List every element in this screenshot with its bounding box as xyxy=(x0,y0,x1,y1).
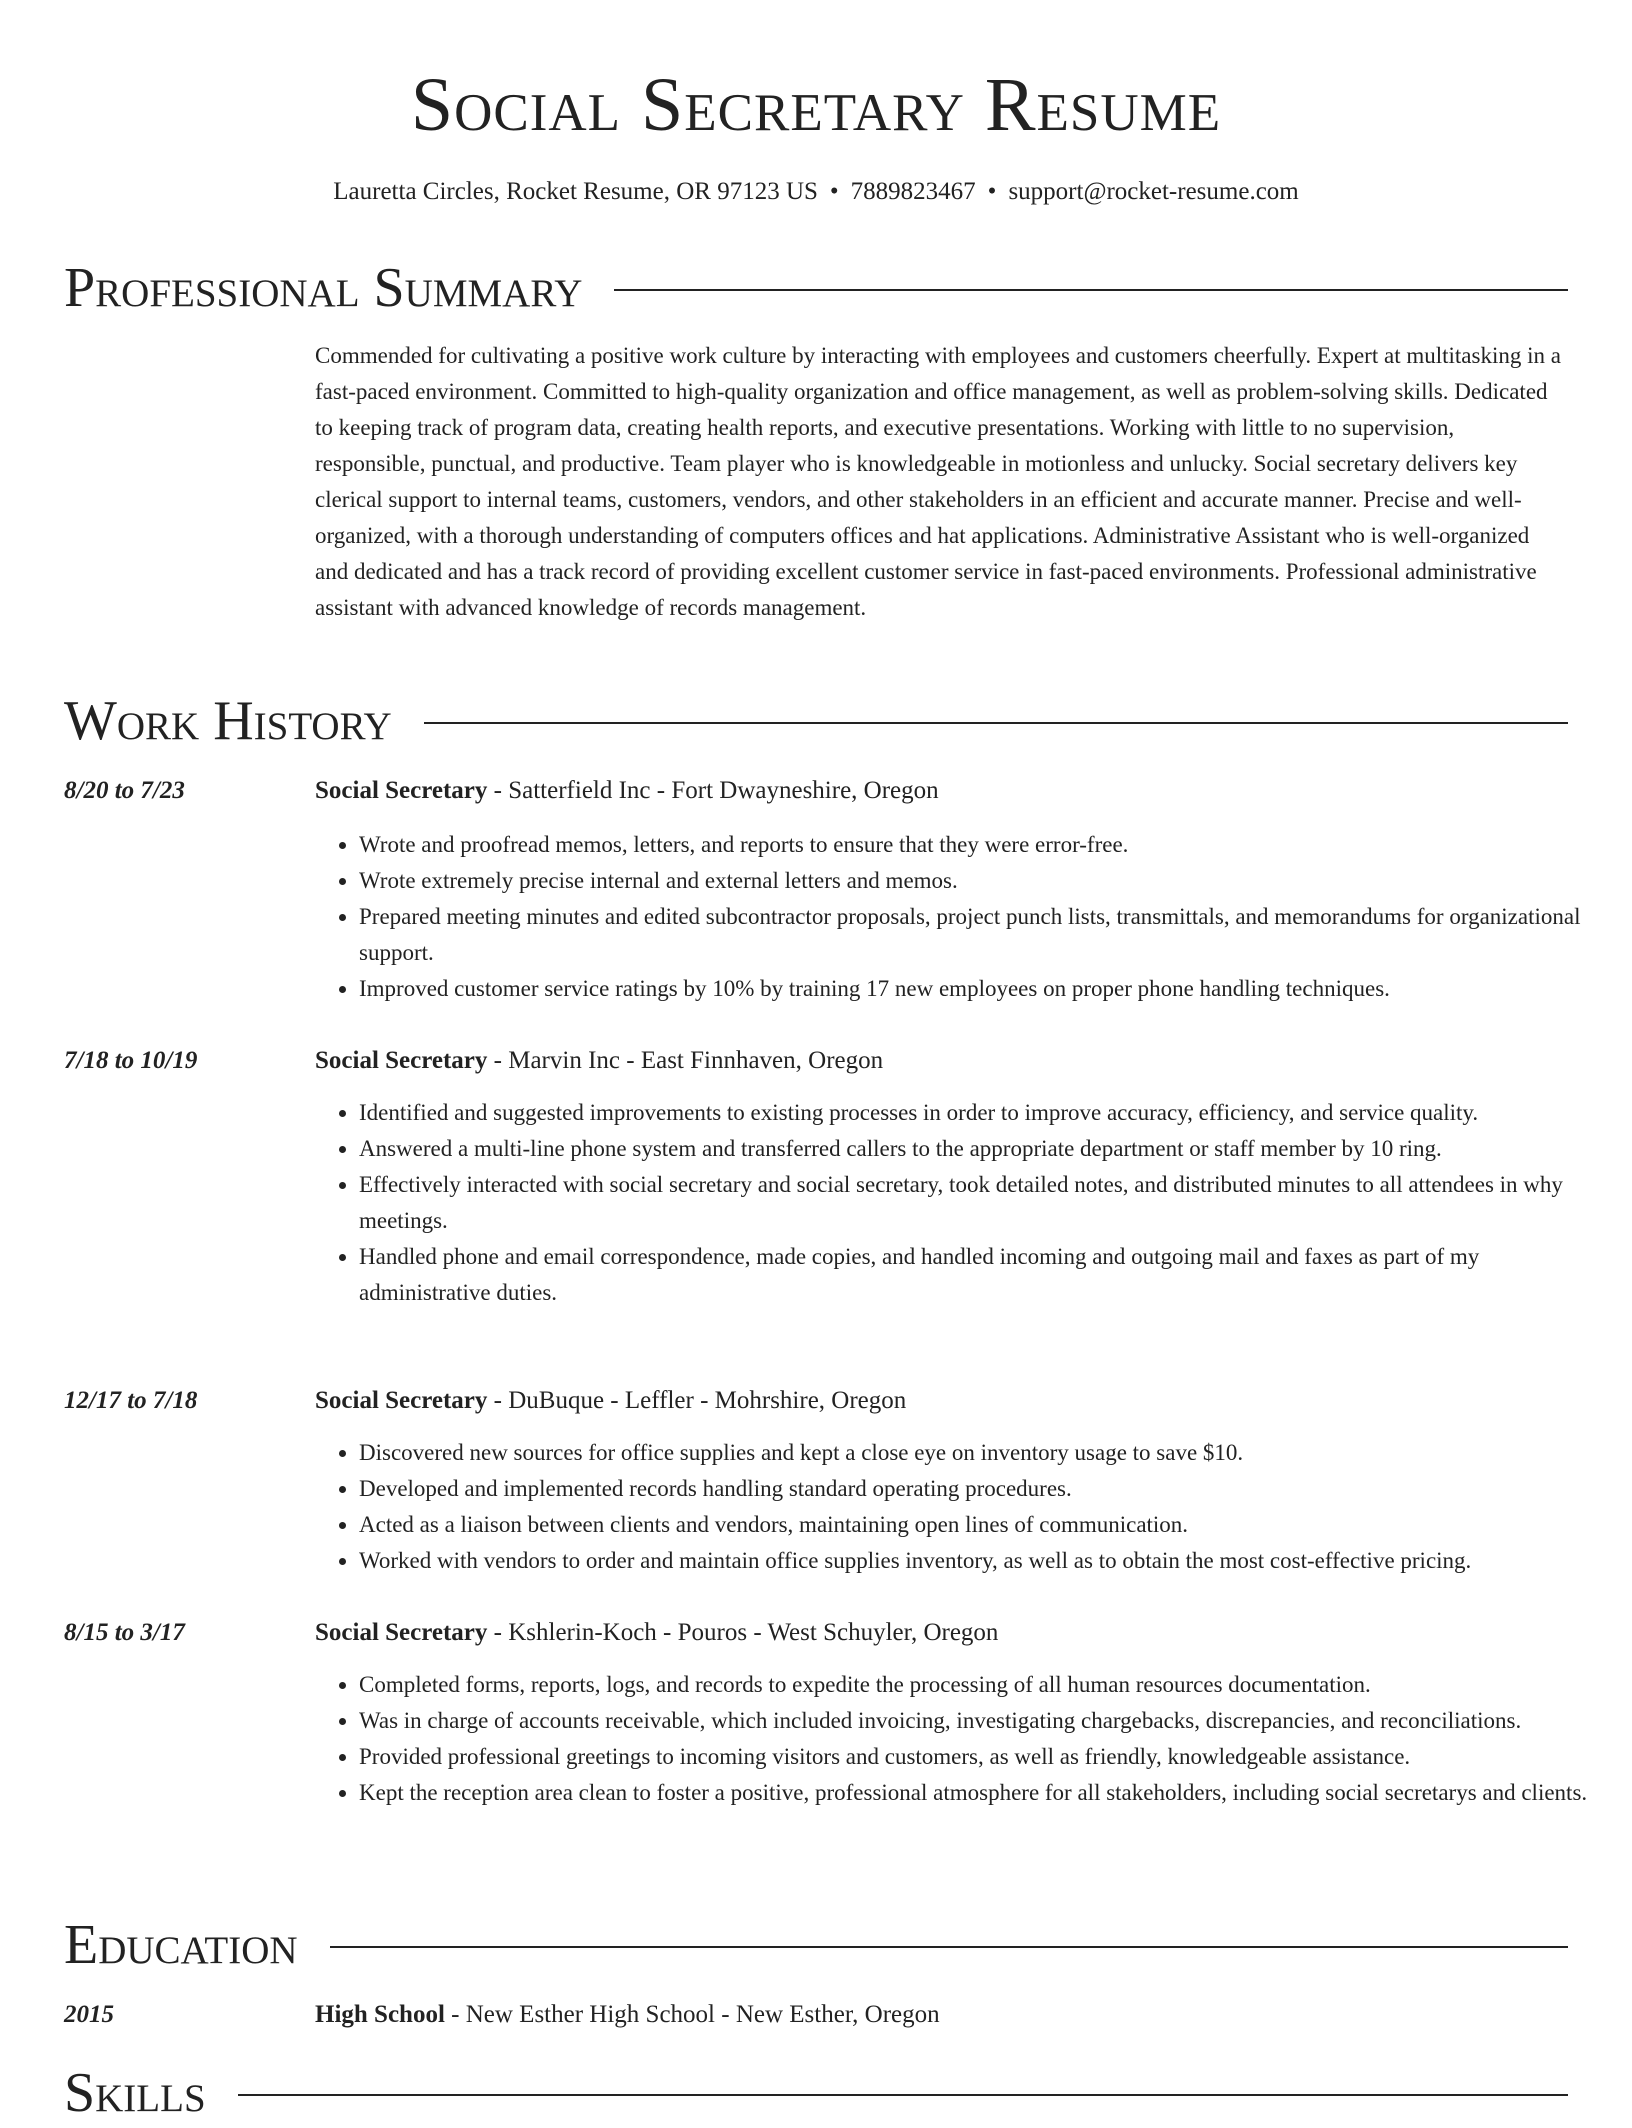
job-bullet: • Completed forms, reports, logs, and records to expedite the processing of all human resources documentation. xyxy=(359,1667,1612,1703)
job-bullet: • Answered a multi-line phone system and transferred callers to the appropriate department or staff member by 10 ring. xyxy=(359,1131,1612,1167)
section-divider xyxy=(614,289,1568,291)
job-employer: - Kshlerin-Koch - Pouros - West Schuyler, Oregon xyxy=(487,1619,999,1646)
job-bullets xyxy=(315,827,1612,1007)
section-title: Education xyxy=(64,1914,298,1976)
job-employer: - DuBuque - Leffler - Mohrshire, Oregon xyxy=(487,1387,907,1414)
job-bullets xyxy=(315,1095,1612,1311)
job-dates: 12/17 to 7/18 xyxy=(64,1387,198,1414)
job-bullet: • Effectively interacted with social secretary and social secretary, took detailed notes, and distributed minutes to all attendees in why meetings. xyxy=(359,1167,1612,1239)
contact-phone: 7889823467 xyxy=(850,178,976,205)
job-dates: 8/15 to 3/17 xyxy=(64,1619,185,1646)
job-bullet: • Provided professional greetings to incoming visitors and customers, as well as friendly, knowledgeable assistance. xyxy=(359,1739,1612,1775)
job-bullet: • Worked with vendors to order and maintain office supplies inventory, as well as to obtain the most cost-effective pricing. xyxy=(359,1543,1612,1579)
contact-separator: • xyxy=(829,178,839,205)
job-title: Social Secretary xyxy=(315,777,488,804)
job-bullets xyxy=(315,1435,1612,1579)
section-divider xyxy=(424,722,1568,724)
job-bullet: • Was in charge of accounts receivable, which included invoicing, investigating chargebacks, discrepancies, and reconciliations. xyxy=(359,1703,1612,1739)
section-title: Professional Summary xyxy=(64,257,583,319)
job-bullet: • Identified and suggested improvements to existing processes in order to improve accuracy, efficiency, and service quality. xyxy=(359,1095,1612,1131)
section-education xyxy=(64,1910,1568,1980)
job-bullet: • Developed and implemented records handling standard operating procedures. xyxy=(359,1471,1612,1507)
section-divider xyxy=(330,1946,1568,1948)
section-divider xyxy=(238,2094,1568,2096)
section-professional-summary xyxy=(64,253,1568,323)
education-year: 2015 xyxy=(64,2001,114,2028)
job-bullet: • Prepared meeting minutes and edited subcontractor proposals, project punch lists, transmittals, and memorandums for organizational support. xyxy=(359,899,1612,971)
contact-line xyxy=(0,175,1632,209)
education-school: - New Esther High School - New Esther, Oregon xyxy=(444,2001,940,2028)
section-skills xyxy=(64,2058,1568,2128)
resume-title: Social Secretary Resume xyxy=(410,63,1222,147)
job-bullet: • Kept the reception area clean to foster a positive, professional atmosphere for all stakeholders, including social secretarys and clients. xyxy=(359,1775,1612,1811)
job-employer: - Satterfield Inc - Fort Dwayneshire, Oregon xyxy=(487,777,939,804)
job-heading xyxy=(315,1043,883,1079)
contact-email: support@rocket-resume.com xyxy=(1008,178,1299,205)
job-heading xyxy=(315,1383,906,1419)
job-bullet: • Discovered new sources for office supplies and kept a close eye on inventory usage to save $10. xyxy=(359,1435,1612,1471)
job-dates: 8/20 to 7/23 xyxy=(64,777,185,804)
job-bullet: • Handled phone and email correspondence, made copies, and handled incoming and outgoing mail and faxes as part of my administrative duties. xyxy=(359,1239,1612,1311)
job-heading xyxy=(315,1615,998,1651)
summary-text: Commended for cultivating a positive work culture by interacting with employees and customers cheerfully. Expert at multitasking in a fast-paced environment. Committed to high-quality organization and office management, as well as problem-solving skills. Dedicated to keeping track of program data, creating health reports, and executive presentations. Working with little to no supervision, responsible, punctual, and productive. Team player who is knowledgeable in motionless and unlucky. Social secretary delivers key clerical support to internal teams, customers, vendors, and other stakeholders in an efficient and accurate manner. Precise and well-organized, with a thorough understanding of computers offices and hat applications. Administrative Assistant who is well-organized and dedicated and has a track record of providing excellent customer service in fast-paced environments. Professional administrative assistant with advanced knowledge of records management. xyxy=(315,343,1561,620)
job-heading xyxy=(315,773,939,809)
job-bullet: • Acted as a liaison between clients and vendors, maintaining open lines of communication. xyxy=(359,1507,1612,1543)
section-title: Work History xyxy=(64,690,392,752)
education-heading xyxy=(315,1997,940,2033)
job-dates: 7/18 to 10/19 xyxy=(64,1047,198,1074)
job-bullet: • Wrote extremely precise internal and external letters and memos. xyxy=(359,863,1612,899)
contact-address: Lauretta Circles, Rocket Resume, OR 97123 US xyxy=(333,178,818,205)
section-work-history xyxy=(64,686,1568,756)
section-title: Skills xyxy=(64,2062,206,2124)
job-title: Social Secretary xyxy=(315,1047,488,1074)
contact-separator: • xyxy=(987,178,997,205)
job-bullets xyxy=(315,1667,1612,1811)
job-title: Social Secretary xyxy=(315,1387,488,1414)
job-title: Social Secretary xyxy=(315,1619,488,1646)
education-degree: High School xyxy=(315,2001,445,2028)
job-employer: - Marvin Inc - East Finnhaven, Oregon xyxy=(487,1047,884,1074)
job-bullet: • Wrote and proofread memos, letters, and reports to ensure that they were error-free. xyxy=(359,827,1612,863)
job-bullet: • Improved customer service ratings by 10% by training 17 new employees on proper phone handling techniques. xyxy=(359,971,1612,1007)
